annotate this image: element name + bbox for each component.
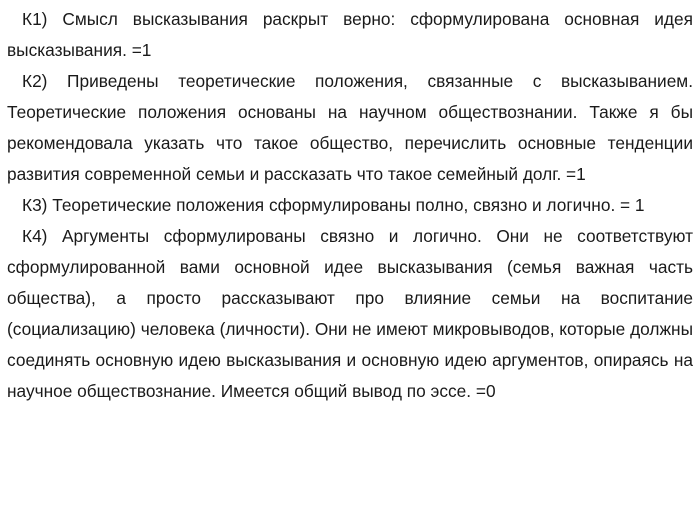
- criterion-k3-paragraph: К3) Теоретические положения сформулированы полно, связно и логично. = 1: [22, 195, 645, 215]
- criterion-k1-paragraph: К1) Смысл высказывания раскрыт верно: сформулирована основная идея высказывания. =1: [7, 9, 693, 60]
- criterion-k4-paragraph: К4) Аргументы сформулированы связно и логично. Они не соответствуют сформулированной вами основной идее высказывания (семья важная часть общества), а просто рассказывают про влияние семьи на воспитание (социализацию) человека (личности). Они не имеют микровыводов, которые должны соединять основную идею высказывания и основную идею аргументов, опираясь на научное обществознание. Имеется общий вывод по эссе. =0: [7, 226, 693, 401]
- criterion-k2-paragraph: К2) Приведены теоретические положения, связанные с высказыванием. Теоретические положения основаны на научном обществознании. Также я бы рекомендовала указать что такое общество, перечислить основные тенденции развития современной семьи и рассказать что такое семейный долг. =1: [7, 71, 693, 184]
